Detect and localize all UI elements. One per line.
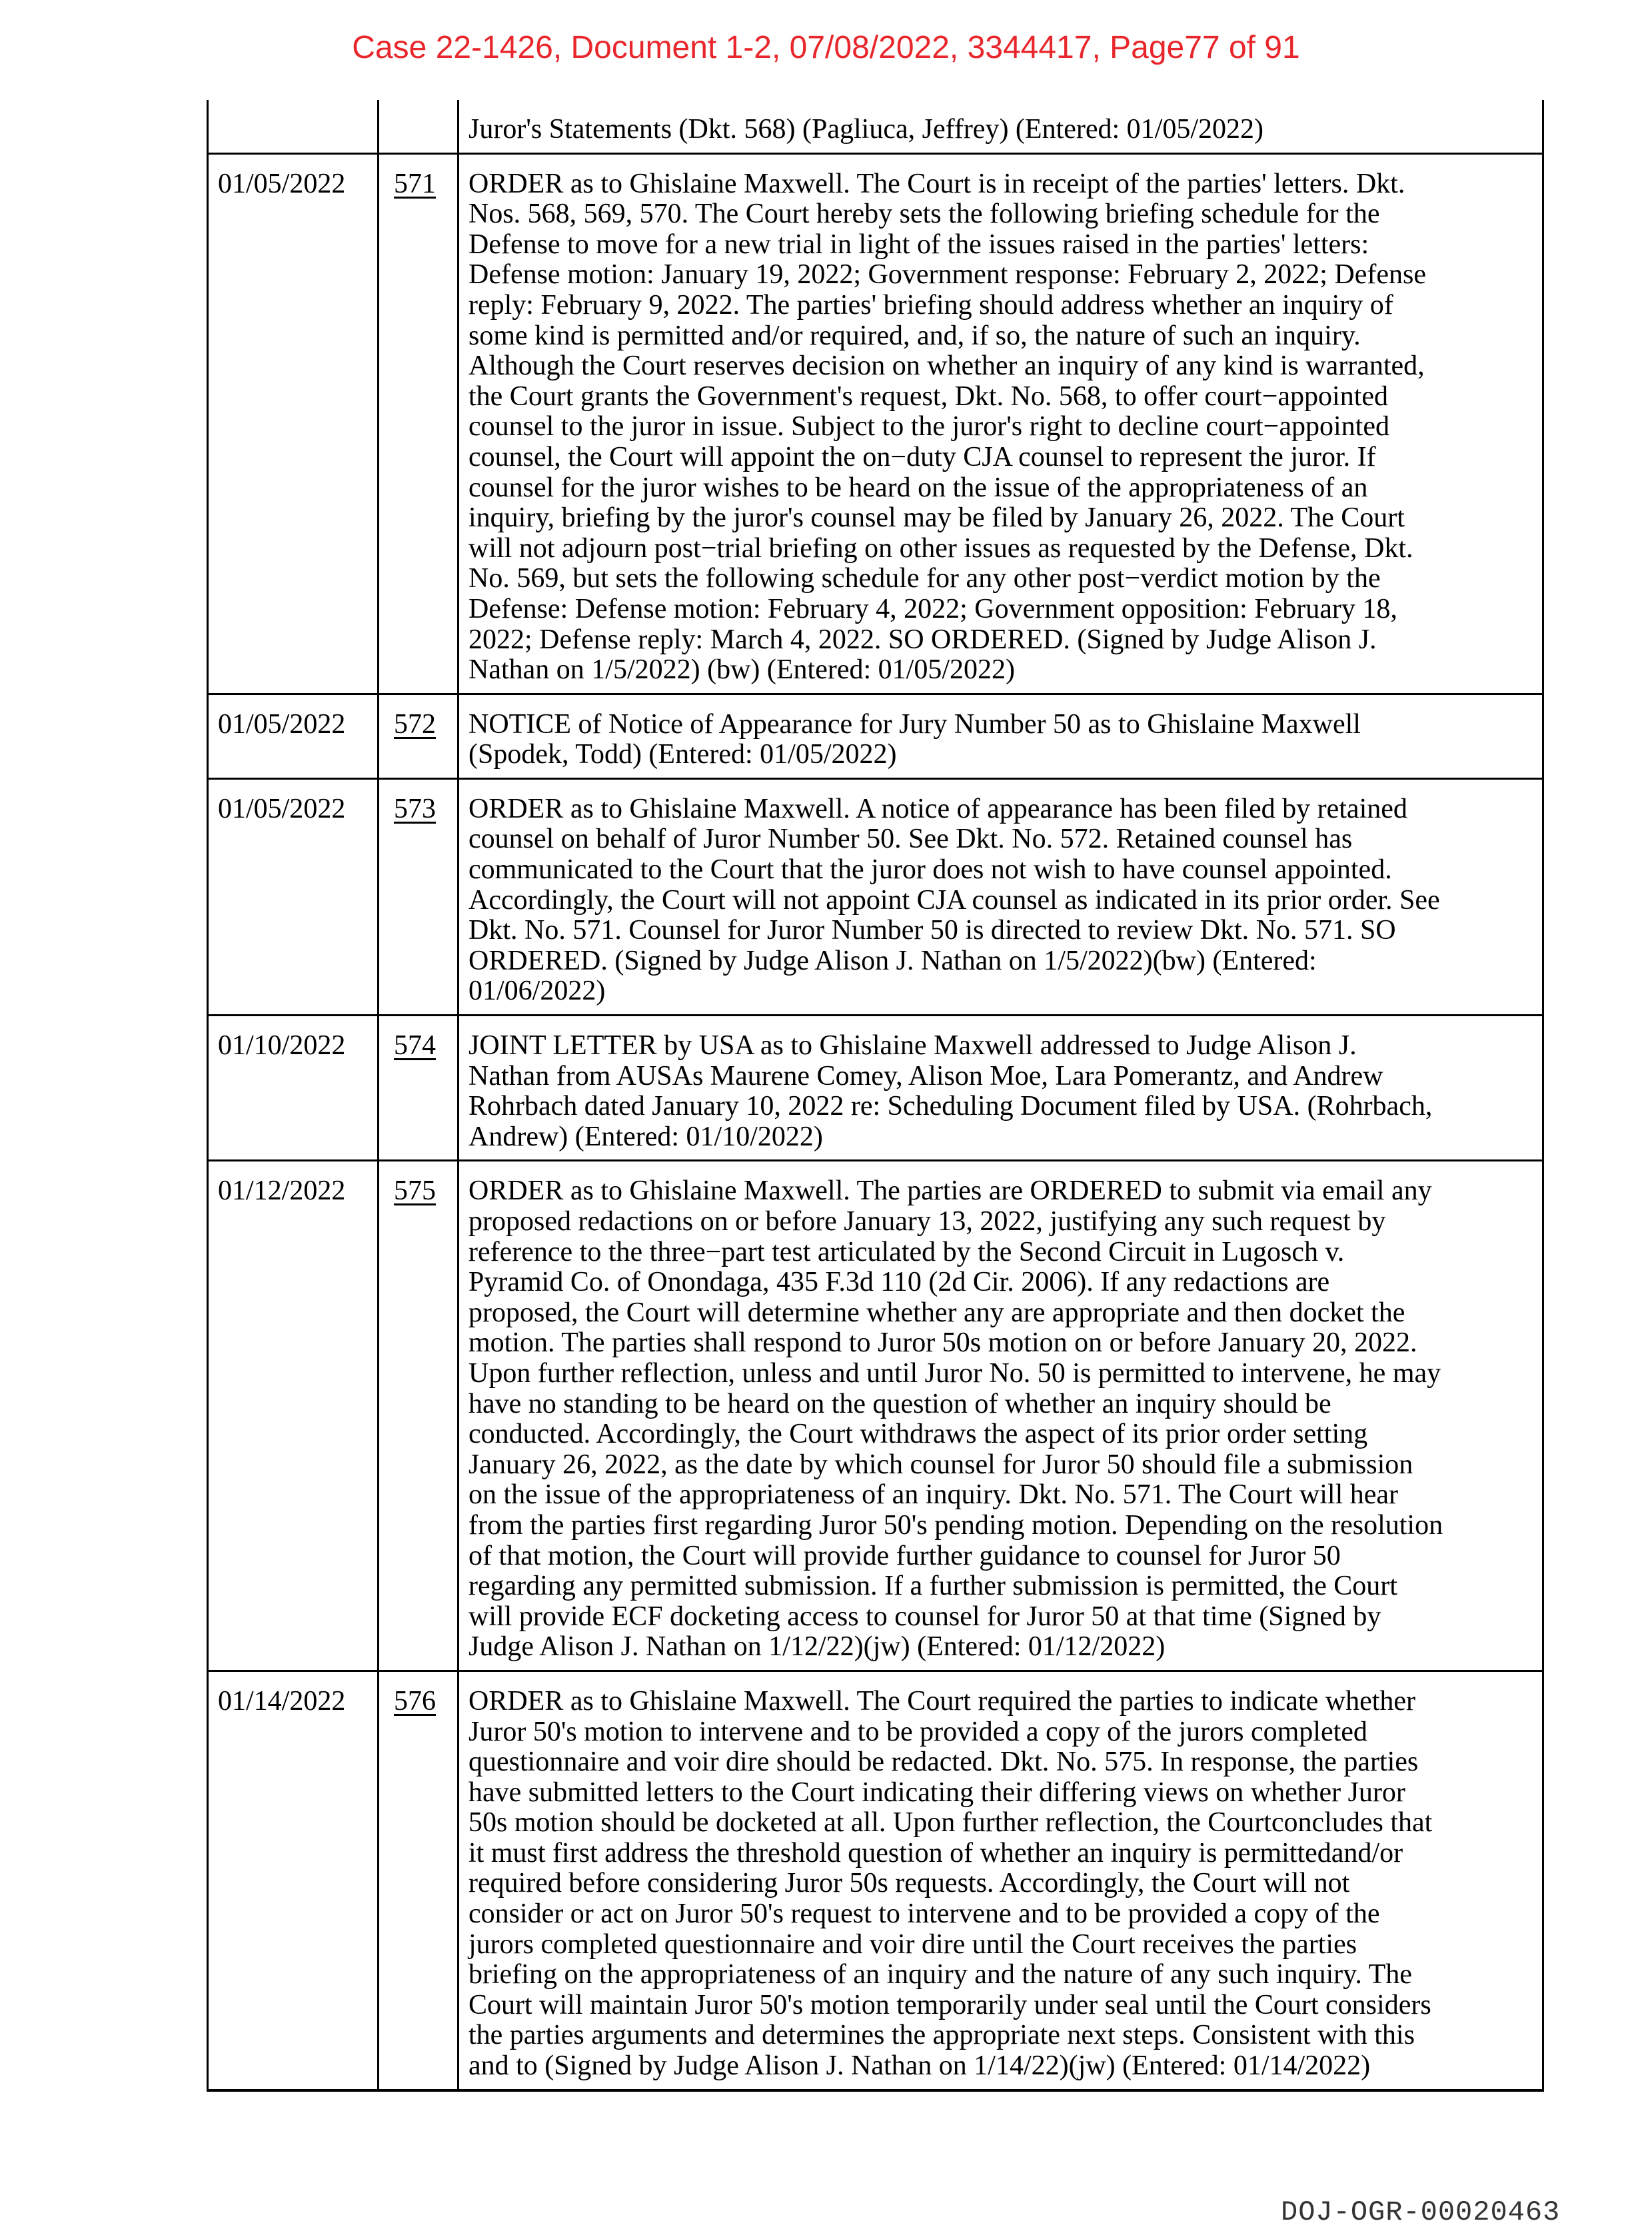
entry-text-line: ORDER as to Ghislaine Maxwell. A notice of appearance has been filed by retained xyxy=(468,793,1407,824)
entry-text-line: Rohrbach dated January 10, 2022 re: Scheduling Document filed by USA. (Rohrbach, xyxy=(468,1091,1433,1122)
entry-text xyxy=(458,1016,1543,1161)
entry-text-line: questionnaire and voir dire should be redacted. Dkt. No. 575. In response, the parties xyxy=(468,1747,1419,1778)
docket-entry xyxy=(208,694,1543,778)
entry-text-line: consider or act on Juror 50's request to intervene and to be provided a copy of the xyxy=(468,1898,1380,1930)
entry-date: 01/14/2022 xyxy=(208,1671,379,2090)
entry-text-line: regarding any permitted submission. If a further submission is permitted, the Court xyxy=(468,1571,1397,1602)
entry-text-line: Juror's Statements (Dkt. 568) (Pagliuca, Jeffrey) (Entered: 01/05/2022) xyxy=(468,114,1264,145)
entry-text-line: communicated to the Court that the juror does not wish to have counsel appointed. xyxy=(468,854,1392,886)
entry-text-line: Although the Court reserves decision on whether an inquiry of any kind is warranted, xyxy=(468,351,1425,382)
entry-text xyxy=(458,100,1543,153)
entry-text-line: some kind is permitted and/or required, and, if so, the nature of such an inquiry. xyxy=(468,320,1361,351)
entry-text-line: (Spodek, Todd) (Entered: 01/05/2022) xyxy=(468,739,897,770)
entry-number-cell xyxy=(379,1016,458,1161)
entry-text-line: have submitted letters to the Court indicating their differing views on whether Juror xyxy=(468,1777,1405,1808)
entry-number-cell xyxy=(379,778,458,1015)
entry-text-line: ORDER as to Ghislaine Maxwell. The Court is in receipt of the parties' letters. Dkt. xyxy=(468,168,1405,199)
entry-text-line: inquiry, briefing by the juror's counsel may be filed by January 26, 2022. The Court xyxy=(468,502,1405,534)
entry-text-line: 2022; Defense reply: March 4, 2022. SO ORDERED. (Signed by Judge Alison J. xyxy=(468,624,1377,655)
entry-text-line: No. 569, but sets the following schedule for any other post−verdict motion by the xyxy=(468,563,1381,594)
entry-number-link[interactable]: 574 xyxy=(394,1030,436,1062)
entry-text-line: ORDER as to Ghislaine Maxwell. The parties are ORDERED to submit via email any xyxy=(468,1175,1432,1207)
entry-text-line: from the parties first regarding Juror 50's pending motion. Depending on the resolution xyxy=(468,1509,1443,1541)
docket-entry xyxy=(208,778,1543,1015)
entry-text-line: counsel, the Court will appoint the on−duty CJA counsel to represent the juror. If xyxy=(468,441,1376,472)
entry-text-line: Juror 50's motion to intervene and to be provided a copy of the jurors completed xyxy=(468,1716,1367,1747)
entry-text-line: motion. The parties shall respond to Juror 50s motion on or before January 20, 2022. xyxy=(468,1327,1417,1359)
entry-text-line: of that motion, the Court will provide further guidance to counsel for Juror 50 xyxy=(468,1540,1341,1571)
entry-text-line: Andrew) (Entered: 01/10/2022) xyxy=(468,1121,823,1152)
entry-date xyxy=(208,100,379,153)
entry-text-line: ORDERED. (Signed by Judge Alison J. Nathan on 1/5/2022)(bw) (Entered: xyxy=(468,945,1317,976)
entry-text xyxy=(458,694,1543,778)
entry-text-line: reference to the three−part test articulated by the Second Circuit in Lugosch v. xyxy=(468,1236,1345,1267)
entry-text-line: conducted. Accordingly, the Court withdraws the aspect of its prior order setting xyxy=(468,1419,1368,1450)
entry-text-line: Nos. 568, 569, 570. The Court hereby sets the following briefing schedule for the xyxy=(468,199,1380,230)
entry-text-line: jurors completed questionnaire and voir dire until the Court receives the parties xyxy=(468,1928,1357,1960)
entry-text-line: Dkt. No. 571. Counsel for Juror Number 50 is directed to review Dkt. No. 571. SO xyxy=(468,915,1396,946)
case-header: Case 22-1426, Document 1-2, 07/08/2022, 3344417, Page77 of 91 xyxy=(352,30,1300,65)
entry-text-line: the parties arguments and determines the appropriate next steps. Consistent with this xyxy=(468,2020,1415,2051)
entry-text-line: Pyramid Co. of Onondaga, 435 F.3d 110 (2d Cir. 2006). If any redactions are xyxy=(468,1267,1330,1298)
entry-date: 01/05/2022 xyxy=(208,778,379,1015)
entry-text-line: Nathan on 1/5/2022) (bw) (Entered: 01/05/2022) xyxy=(468,654,1015,686)
entry-text-line: it must first address the threshold question of whether an inquiry is permittedand/or xyxy=(468,1837,1403,1868)
entry-text-line: Defense motion: January 19, 2022; Government response: February 2, 2022; Defense xyxy=(468,259,1426,291)
docket-entry xyxy=(208,1161,1543,1671)
docket-table xyxy=(207,100,1544,2092)
entry-text-line: Defense: Defense motion: February 4, 2022; Government opposition: February 18, xyxy=(468,593,1397,624)
entry-number-link[interactable]: 575 xyxy=(394,1175,436,1207)
entry-text-line: Judge Alison J. Nathan on 1/12/22)(jw) (Entered: 01/12/2022) xyxy=(468,1631,1166,1663)
entry-number-cell xyxy=(379,1161,458,1671)
entry-date: 01/05/2022 xyxy=(208,694,379,778)
entry-date: 01/12/2022 xyxy=(208,1161,379,1671)
entry-text-line: reply: February 9, 2022. The parties' briefing should address whether an inquiry of xyxy=(468,289,1393,321)
entry-text xyxy=(458,1161,1543,1671)
entry-text xyxy=(458,778,1543,1015)
entry-text-line: the Court grants the Government's request, Dkt. No. 568, to offer court−appointed xyxy=(468,380,1389,412)
entry-number-link[interactable]: 572 xyxy=(394,708,436,740)
entry-text-line: required before considering Juror 50s requests. Accordingly, the Court will not xyxy=(468,1868,1350,1899)
entry-number-link[interactable]: 571 xyxy=(394,168,436,199)
docket-entry xyxy=(208,1671,1543,2090)
bates-number: DOJ-OGR-00020463 xyxy=(1281,2196,1561,2228)
docket-entry-continued xyxy=(208,100,1543,153)
entry-number-link[interactable]: 573 xyxy=(394,793,436,824)
entry-text-line: NOTICE of Notice of Appearance for Jury Number 50 as to Ghislaine Maxwell xyxy=(468,708,1361,740)
entry-number-cell xyxy=(379,100,458,153)
entry-text-line: have no standing to be heard on the question of whether an inquiry should be xyxy=(468,1388,1331,1419)
entry-text xyxy=(458,1671,1543,2090)
entry-number-cell xyxy=(379,1671,458,2090)
entry-number-cell xyxy=(379,694,458,778)
entry-text-line: 01/06/2022) xyxy=(468,976,606,1007)
entry-text-line: proposed redactions on or before January 13, 2022, justifying any such request by xyxy=(468,1206,1386,1237)
entry-date: 01/05/2022 xyxy=(208,153,379,694)
entry-number-link[interactable]: 576 xyxy=(394,1685,436,1717)
entry-text-line: will not adjourn post−trial briefing on other issues as requested by the Defense, Dkt. xyxy=(468,532,1413,564)
entry-text-line: will provide ECF docketing access to counsel for Juror 50 at that time (Signed by xyxy=(468,1601,1381,1632)
entry-text-line: Nathan from AUSAs Maurene Comey, Alison Moe, Lara Pomerantz, and Andrew xyxy=(468,1060,1383,1092)
entry-text-line: briefing on the appropriateness of an inquiry and the nature of any such inquiry. The xyxy=(468,1959,1412,1990)
entry-text-line: Defense to move for a new trial in light of the issues raised in the parties' letters: xyxy=(468,229,1369,260)
docket-entry xyxy=(208,1016,1543,1161)
docket-entry xyxy=(208,153,1543,694)
entry-date: 01/10/2022 xyxy=(208,1016,379,1161)
entry-number-cell xyxy=(379,153,458,694)
entry-text-line: counsel for the juror wishes to be heard on the issue of the appropriateness of an xyxy=(468,472,1368,503)
entry-text-line: Accordingly, the Court will not appoint CJA counsel as indicated in its prior order. See xyxy=(468,884,1440,916)
entry-text-line: and to (Signed by Judge Alison J. Nathan on 1/14/22)(jw) (Entered: 01/14/2022) xyxy=(468,2050,1371,2082)
entry-text-line: ORDER as to Ghislaine Maxwell. The Court required the parties to indicate whether xyxy=(468,1685,1416,1717)
entry-text-line: JOINT LETTER by USA as to Ghislaine Maxwell addressed to Judge Alison J. xyxy=(468,1030,1357,1062)
entry-text-line: proposed, the Court will determine whether any are appropriate and then docket the xyxy=(468,1297,1405,1328)
entry-text-line: on the issue of the appropriateness of an inquiry. Dkt. No. 571. The Court will hear xyxy=(468,1479,1399,1511)
entry-text-line: Upon further reflection, unless and until Juror No. 50 is permitted to intervene, he may xyxy=(468,1357,1441,1389)
entry-text-line: counsel on behalf of Juror Number 50. See Dkt. No. 572. Retained counsel has xyxy=(468,824,1353,855)
entry-text xyxy=(458,153,1543,694)
entry-text-line: Court will maintain Juror 50's motion temporarily under seal until the Court considers xyxy=(468,1989,1431,2020)
entry-text-line: January 26, 2022, as the date by which counsel for Juror 50 should file a submission xyxy=(468,1449,1413,1480)
entry-text-line: counsel to the juror in issue. Subject to the juror's right to decline court−appointed xyxy=(468,411,1389,442)
entry-text-line: 50s motion should be docketed at all. Upon further reflection, the Courtconcludes that xyxy=(468,1807,1433,1839)
